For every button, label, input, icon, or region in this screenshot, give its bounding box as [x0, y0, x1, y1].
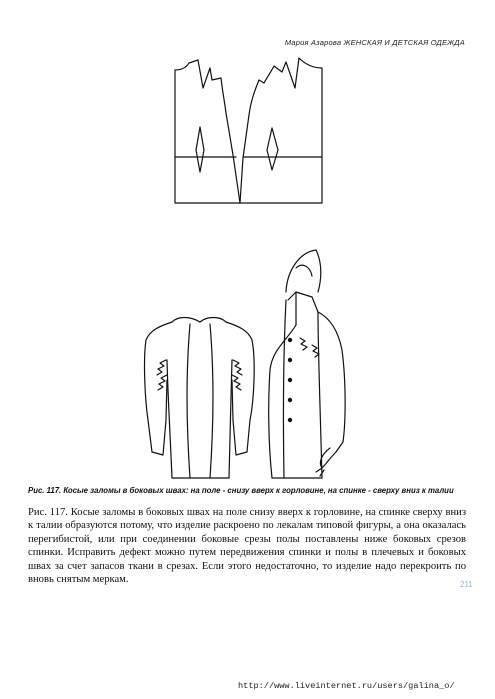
- coat-back-view: [145, 318, 255, 479]
- source-watermark: http://www.liveinternet.ru/users/galina_o/: [238, 681, 455, 691]
- figure-caption: Рис. 117. Косые заломы в боковых швах: на поле - снизу вверх к горловине, на спинке - сверху вниз к талии: [28, 486, 454, 495]
- body-paragraph: Рис. 117. Косые заломы в боковых швах на поле снизу вверх к горловине, на спинке сверху вниз к талии образуются потому, что изделие раскроено по лекалам типовой фигуры, а она оказалась перегибистой, или при соединении боковые срезы полы поставлены ниже боковых срезов спинки. Исправить дефект можно путем передвижения спинки и полы в плечевых и боковых швах за счет запасов ткани в срезах. Если этого недостаточно, то изделие надо перекроить по вновь снятым меркам.: [28, 507, 466, 586]
- back-dart: [196, 127, 204, 172]
- front-pattern-piece: [240, 58, 322, 203]
- running-header: Мария Азарова ЖЕНСКАЯ И ДЕТСКАЯ ОДЕЖДА: [284, 38, 465, 47]
- back-pattern-piece: [175, 60, 240, 203]
- page-number: 211: [460, 580, 473, 589]
- front-dart: [267, 128, 278, 170]
- coat-front-view: [269, 250, 345, 478]
